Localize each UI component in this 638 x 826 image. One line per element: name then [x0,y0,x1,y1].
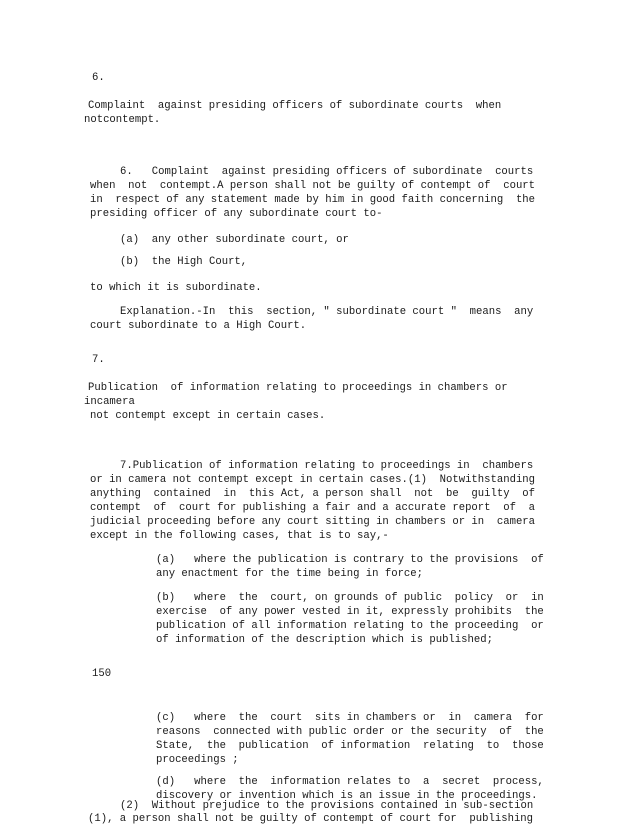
section-6-closing: to which it is subordinate. [90,282,262,294]
section-6-explanation-line-2: court subordinate to a High Court. [90,320,307,332]
section-7-para-line-5: judicial proceeding before any court sitting in chambers or in camera [90,516,536,528]
section-6-explanation-line-1: Explanation.-In this section, " subordinate court " means any [120,306,534,318]
section-7-sub-2-line-2: (1), a person shall not be guilty of contempt of court for publishing [88,813,534,825]
section-7-item-b-line-3: publication of all information relating to the proceeding or [156,620,544,632]
section-7-item-b-line-4: of information of the description which is published; [156,634,493,646]
section-6-para-line-2: when not contempt.A person shall not be guilty of contempt of court [90,180,536,192]
section-7-para-line-6: except in the following cases, that is to say,- [90,530,389,542]
section-6-para-line-1: 6. Complaint against presiding officers of subordinate courts [120,166,534,178]
section-7-item-c-line-2: reasons connected with public order or the security of the [156,726,544,738]
section-7-para-line-4: contempt of court for publishing a fair and a accurate report of a [90,502,536,514]
section-6-number: 6. [92,72,105,84]
section-7-para-line-1: 7.Publication of information relating to proceedings in chambers [120,460,534,472]
page-number: 150 [92,668,112,680]
section-7-heading-line-2: incamera [84,396,135,408]
section-7-item-b-line-1: (b) where the court, on grounds of public policy or in [156,592,544,604]
section-7-heading-line-1: Publication of information relating to proceedings in chambers or [88,382,508,394]
section-7-para-line-2: or in camera not contempt except in certain cases.(1) Notwithstanding [90,474,536,486]
section-7-item-a-line-1: (a) where the publication is contrary to the provisions of [156,554,544,566]
section-6-heading-line-2: notcontempt. [84,114,161,126]
section-6-heading-line-1: Complaint against presiding officers of subordinate courts when [88,100,502,112]
section-7-item-a-line-2: any enactment for the time being in force; [156,568,424,580]
section-6-para-line-4: presiding officer of any subordinate court to- [90,208,383,220]
section-7-item-d-line-2: discovery or invention which is an issue in the proceedings. [156,790,538,802]
section-6-item-a: (a) any other subordinate court, or [120,234,349,246]
section-7-item-c-line-1: (c) where the court sits in chambers or in camera for [156,712,544,724]
section-7-number: 7. [92,354,105,366]
section-6-para-line-3: in respect of any statement made by him in good faith concerning the [90,194,536,206]
section-7-item-d-line-1: (d) where the information relates to a secret process, [156,776,544,788]
section-7-item-c-line-3: State, the publication of information relating to those [156,740,544,752]
section-7-item-b-line-2: exercise of any power vested in it, expressly prohibits the [156,606,544,618]
section-7-sub-2-line-1: (2) Without prejudice to the provisions contained in sub-section [120,800,534,812]
section-7-para-line-3: anything contained in this Act, a person shall not be guilty of [90,488,536,500]
section-6-item-b: (b) the High Court, [120,256,248,268]
section-7-heading-line-3: not contempt except in certain cases. [90,410,326,422]
section-7-item-c-line-4: proceedings ; [156,754,239,766]
